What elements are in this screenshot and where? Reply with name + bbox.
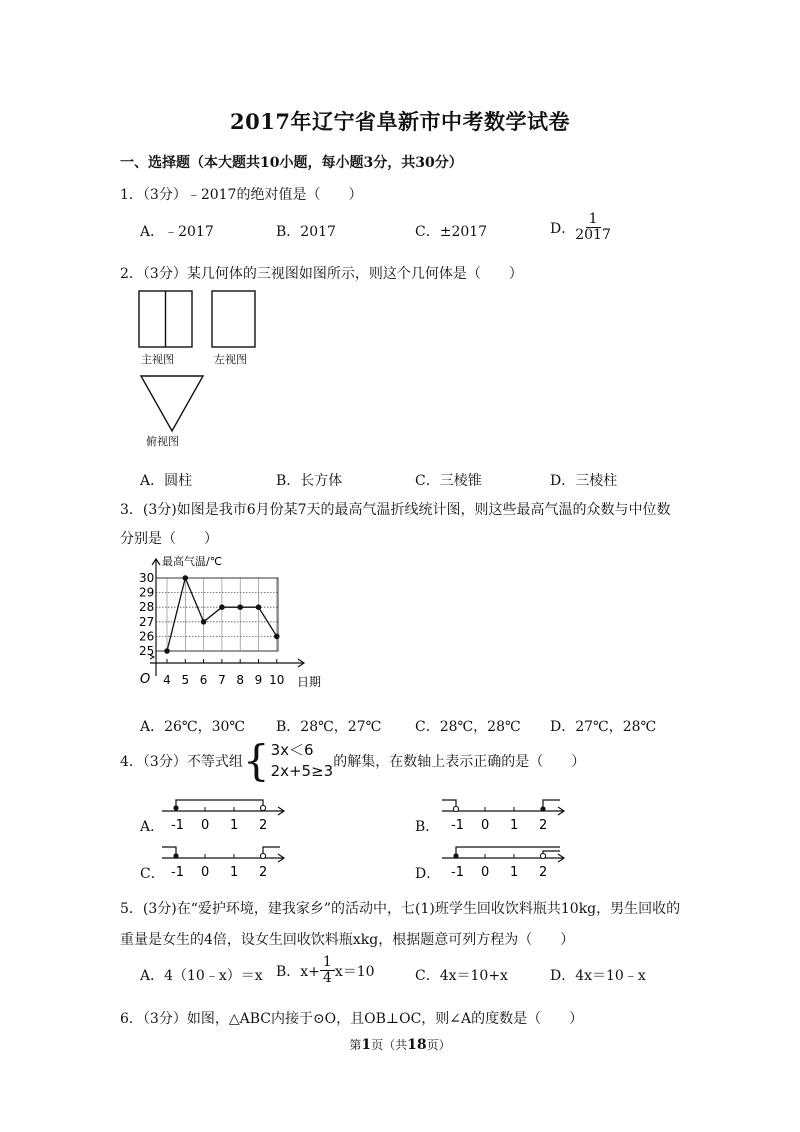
- chart-y-tick-label: 26: [139, 629, 155, 644]
- inequality-system: [242, 736, 334, 785]
- number-line-a: [160, 795, 290, 833]
- q3-option-c: C．28℃，28℃: [415, 719, 521, 735]
- chart-x-tick-label: 5: [181, 673, 190, 687]
- number-line-d: [440, 842, 570, 880]
- chart-plot-frame: [156, 578, 278, 651]
- q1-option-b: B．2017: [276, 224, 336, 240]
- hollow-dot-2: [260, 853, 265, 858]
- q4-stem-prefix: 4．（3分）不等式组: [120, 754, 243, 770]
- chart-point: [237, 604, 243, 610]
- section-heading: 一、选择题（本大题共10小题，每小题3分，共30分）: [120, 155, 463, 171]
- footer-prefix: 第: [349, 1038, 362, 1052]
- q4-option-b: B．: [415, 819, 440, 835]
- q2-option-b: B．长方体: [276, 473, 343, 489]
- top-view-triangle: [141, 376, 203, 431]
- top-view-label: 俯视图: [146, 435, 179, 448]
- fraction-numerator: 1: [586, 212, 601, 228]
- solid-dot-neg1: [173, 805, 178, 810]
- chart-x-tick-label: 9: [254, 673, 263, 687]
- fraction-denominator: 2017: [575, 227, 611, 244]
- q4-option-d: D．: [415, 866, 441, 882]
- chart-x-tick-label: 4: [163, 673, 171, 687]
- q1-option-d-fraction: [575, 212, 611, 244]
- chart-x-tick-label: 6: [199, 673, 208, 687]
- chart-x-tick-label: 10: [269, 673, 285, 687]
- q3-option-b: B．28℃，27℃: [276, 719, 382, 735]
- q3-option-d: D．27℃，28℃: [550, 719, 657, 735]
- chart-y-tick-label: 28: [139, 600, 155, 615]
- tick-label: 0: [201, 818, 210, 833]
- three-views-figure: [134, 288, 264, 448]
- page-footer: [0, 1036, 800, 1053]
- left-view-label: 左视图: [214, 353, 247, 366]
- question-5-stem-line1: 5．(3分)在“爱护环境，建我家乡”的活动中，七(1)班学生回收饮料瓶共10kg，男生回收的: [120, 901, 681, 917]
- tick-label: 0: [481, 818, 490, 833]
- chart-y-tick-label: 30: [139, 571, 155, 585]
- solid-dot-2: [540, 806, 545, 811]
- chart-y-tick-label: 25: [139, 644, 155, 658]
- fraction-denominator: 4: [322, 970, 332, 987]
- chart-x-tick-label: 8: [236, 673, 245, 687]
- q5-option-b-prefix: B．x+: [276, 963, 320, 980]
- question-3-stem-line2: 分别是（ ）: [120, 531, 218, 547]
- number-line-b: [440, 795, 570, 833]
- q2-option-a: A．圆柱: [140, 473, 193, 489]
- tick-label: -1: [451, 818, 464, 833]
- inequality-1: 3x＜6: [270, 741, 314, 759]
- chart-x-tick-label: 7: [218, 673, 226, 687]
- q5-option-d: D．4x＝10﹣x: [550, 968, 646, 984]
- chart-origin-label: O: [140, 672, 151, 687]
- front-view-label: 主视图: [141, 353, 174, 366]
- number-line-c: [160, 842, 290, 880]
- hollow-dot-neg1: [453, 806, 458, 811]
- chart-point: [164, 648, 170, 654]
- solid-dot-neg1: [173, 853, 178, 858]
- temperature-line-chart: [136, 551, 336, 691]
- question-1-stem: 1．（3分）﹣2017的绝对值是（ ）: [120, 187, 363, 203]
- q3-option-a: A．26℃，30℃: [140, 719, 246, 735]
- hollow-dot-2: [260, 805, 265, 810]
- hollow-dot-2: [540, 853, 545, 858]
- chart-point: [201, 619, 207, 625]
- q1-option-d: [550, 212, 611, 244]
- q4-stem-suffix: 的解集，在数轴上表示正确的是（ ）: [333, 754, 586, 770]
- footer-page-number: 1: [361, 1037, 372, 1053]
- tick-label: -1: [451, 865, 464, 880]
- chart-point: [219, 604, 225, 610]
- tick-label: -1: [171, 865, 184, 880]
- q5-option-b: [276, 955, 375, 987]
- page-title: 2017年辽宁省阜新市中考数学试卷: [230, 109, 570, 134]
- chart-point: [183, 575, 189, 581]
- fraction-numerator: 1: [320, 955, 335, 971]
- q1-option-a: A．﹣2017: [140, 224, 214, 240]
- question-2-stem: 2．（3分）某几何体的三视图如图所示，则这个几何体是（ ）: [120, 266, 523, 282]
- question-5-stem-line2: 重量是女生的4倍，设女生回收饮料瓶xkg，根据题意可列方程为（ ）: [120, 932, 575, 948]
- footer-middle: 页（共: [371, 1038, 408, 1052]
- left-brace: {: [242, 736, 270, 785]
- question-6-stem: 6．（3分）如图，△ABC内接于⊙O，且OB⊥OC，则∠A的度数是（ ）: [120, 1011, 584, 1027]
- chart-y-axis-title: 最高气温/℃: [162, 555, 223, 568]
- chart-y-tick-label: 29: [139, 585, 155, 600]
- left-view-rect: [212, 291, 255, 347]
- tick-label: 2: [259, 865, 268, 880]
- inequality-2: 2x+5≥3: [270, 762, 334, 780]
- chart-point: [274, 634, 280, 640]
- chart-y-tick-label: 27: [139, 614, 155, 629]
- question-3-stem-line1: 3．(3分)如图是我市6月份某7天的最高气温折线统计图，则这些最高气温的众数与中位数: [120, 502, 671, 518]
- footer-total-pages: 18: [407, 1037, 427, 1053]
- q2-option-d: D．三棱柱: [550, 473, 618, 489]
- q5-option-c: C．4x＝10+x: [415, 968, 508, 984]
- chart-x-axis-title: 日期: [297, 675, 322, 689]
- tick-label: 1: [510, 818, 519, 833]
- solid-dot-neg1: [453, 853, 458, 858]
- q4-option-c: C．: [140, 866, 165, 882]
- q4-option-a: A．: [140, 819, 165, 835]
- tick-label: 1: [230, 865, 239, 880]
- chart-point: [256, 604, 262, 610]
- q5-option-b-suffix: x＝10: [334, 963, 375, 980]
- tick-label: 2: [539, 818, 548, 833]
- tick-label: 0: [201, 865, 210, 880]
- q5-option-b-fraction: [320, 955, 335, 987]
- tick-label: 0: [481, 865, 490, 880]
- question-4-stem: [120, 736, 586, 785]
- tick-label: 1: [510, 865, 519, 880]
- q5-option-a: A．4（10﹣x）＝x: [140, 968, 263, 984]
- tick-label: 1: [230, 818, 239, 833]
- tick-label: 2: [539, 865, 548, 880]
- q2-option-c: C．三棱锥: [415, 473, 482, 489]
- tick-label: -1: [171, 818, 184, 833]
- q1-option-d-label: D．: [550, 220, 576, 237]
- tick-label: 2: [259, 818, 268, 833]
- q1-option-c: C．±2017: [415, 224, 488, 240]
- footer-suffix: 页）: [426, 1038, 451, 1052]
